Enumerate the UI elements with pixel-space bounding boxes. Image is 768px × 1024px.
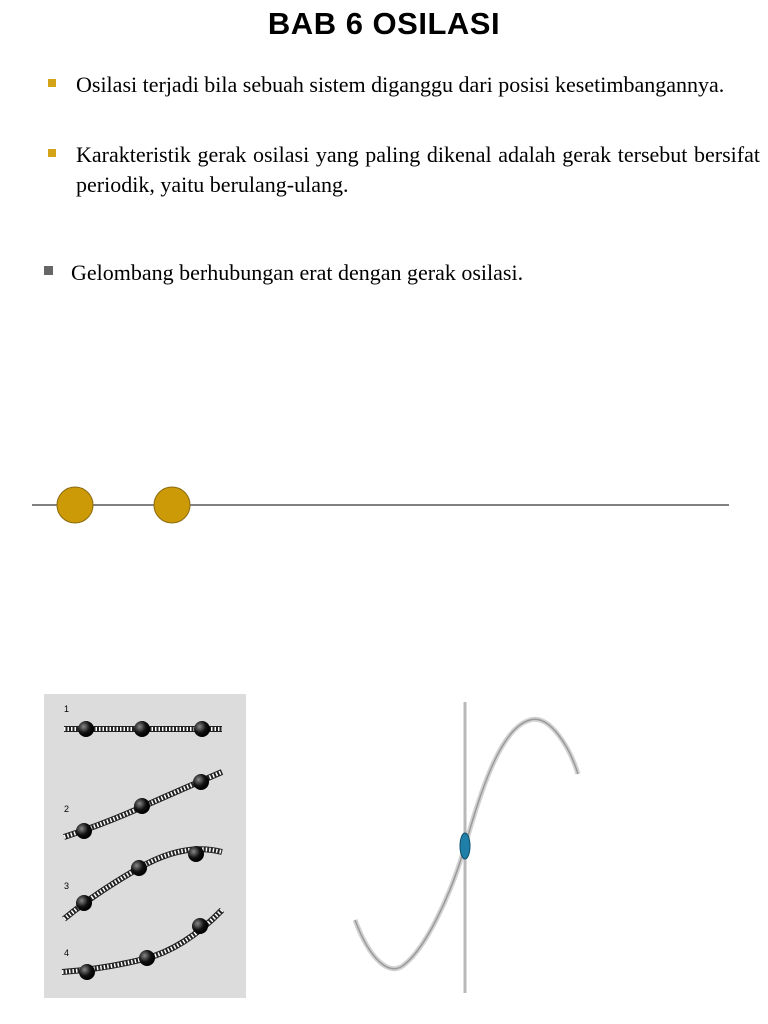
sine-wave-figure <box>340 698 590 1003</box>
bead <box>194 721 210 737</box>
bullet-text: Gelombang berhubungan erat dengan gerak osilasi. <box>71 260 524 285</box>
figure-label: 1 <box>64 704 70 714</box>
bead <box>134 721 150 737</box>
slide-title: BAB 6 OSILASI <box>267 6 501 41</box>
string-beads-illustration <box>44 694 246 998</box>
bead <box>134 798 150 814</box>
oscillating-particle <box>460 833 470 859</box>
bead <box>76 895 92 911</box>
bead <box>192 918 208 934</box>
figure-label: 2 <box>64 804 70 814</box>
wave-string-figure <box>44 694 246 998</box>
bead <box>76 823 92 839</box>
bullet-text: Osilasi terjadi bila sebuah sistem diganggu dari posisi kesetimbangannya. <box>76 72 725 97</box>
bead <box>79 964 95 980</box>
figure-label: 3 <box>64 881 70 891</box>
bead <box>78 721 94 737</box>
bead <box>131 860 147 876</box>
bead <box>139 950 155 966</box>
bead <box>188 846 204 862</box>
bead <box>193 774 209 790</box>
bullet-text: Karakteristik gerak osilasi yang paling dikenal adalah gerak tersebut bersifat periodik, yaitu berulang-ulang. <box>76 142 760 197</box>
divider-circle-icon <box>57 487 93 523</box>
figure-label: 4 <box>64 948 70 958</box>
sine-wave-illustration <box>340 698 590 998</box>
divider-circle-icon <box>154 487 190 523</box>
